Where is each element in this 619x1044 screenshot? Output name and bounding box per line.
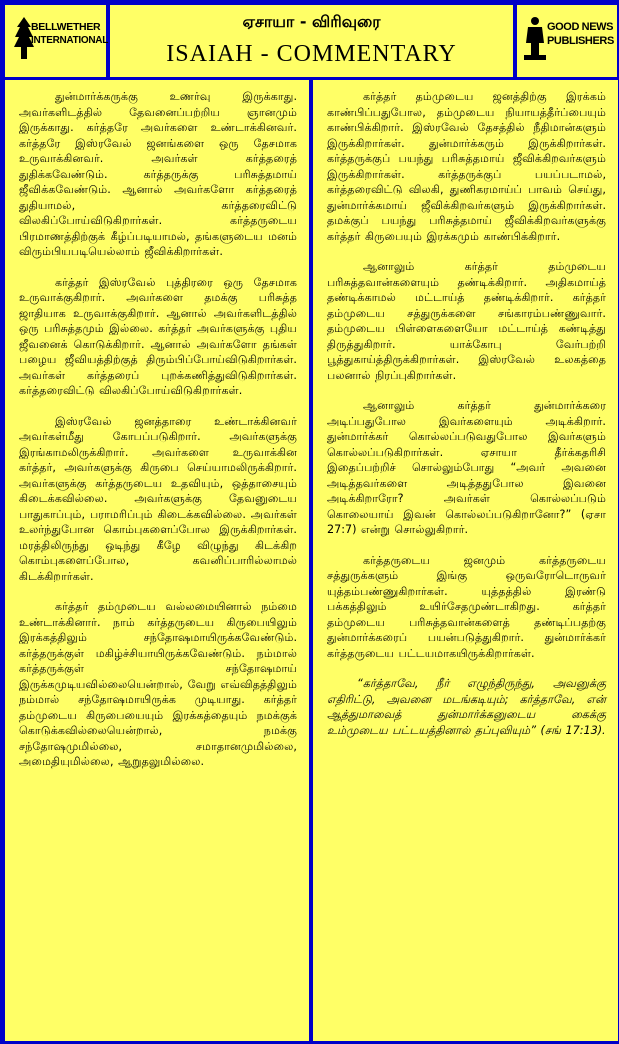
right-logo-line2: PUBLISHERS bbox=[547, 35, 614, 47]
right-logo-line1: GOOD NEWS bbox=[547, 21, 614, 33]
good-news-logo bbox=[517, 5, 617, 77]
good-news-logo-text bbox=[547, 20, 614, 48]
right-column bbox=[313, 80, 618, 1041]
left-logo-line2: INTERNATIONAL bbox=[31, 35, 109, 46]
right-paragraph-2: ஆனாலும் கர்த்தர் தம்முடைய பரிசுத்தவான்களையும் தண்டிக்கிறார். அதிகமாய்த் தண்டிக்காமல் மட்டாய்த் தண்டிக்கிறார். கர்த்தர் தம்முடைய சத்துருக்களை சங்காரம்பண்ணுவார். தம்முடைய பிள்ளைகளையோ மட்டாய்த் கண்டித்து திருத்துகிறார். யாக்கோபு வேர்பற்றி பூத்துகாய்த்திருக்கிறார்கள். இஸ்ரவேல் உலகத்தை பலனால் நிரப்புகிறார்கள். bbox=[327, 260, 606, 382]
left-paragraph-4: கர்த்தர் தம்முடைய வல்லமையினால் நம்மை உண்டாக்கினார். நாம் கர்த்தருடைய கிருபையிலும் இரக்கத்திலும் சந்தோஷமாயிருக்கவேண்டும். கர்த்தருக்குள் மகிழ்ச்சியாயிருக்கவேண்டும். நம்மால் கர்த்தருக்குள் சந்தோஷமாய் இருக்கமுடியவில்லையென்றால், வேறு எவ்விதத்திலும் நம்மால் சந்தோஷமாயிருக்க முடியாது. கர்த்தர் தம்முடைய கிருபையையும் இரக்கத்தையும் நமக்குக் கொடுக்கவில்லையென்றால், நமக்கு சந்தோஷமுமில்லை, சமாதானமுமில்லை, அமைதியுமில்லை, ஆறுதலுமில்லை. bbox=[19, 600, 297, 768]
title-box bbox=[110, 5, 513, 77]
right-paragraph-5-quote: “கர்த்தாவே, நீர் எழுந்திருந்து, அவனுக்கு எதிரிட்டு, அவனை மடங்கடியும்; கர்த்தாவே, என் ஆத்துமாவைத் துன்மார்க்கனுடைய கைக்கு உம்முடைய பட்டயத்தினால் தப்புவியும்” (சங் 17:13). bbox=[327, 677, 606, 737]
left-paragraph-2: கர்த்தர் இஸ்ரவேல் புத்திரரை ஒரு தேசமாக உருவாக்குகிறார். அவர்களை தமக்கு பரிசுத்த ஜாதியாக உருவாக்குகிறார். ஆனால் அவர்களிடத்தில் ஒரு பரிசுத்தமும் இல்லை. கர்த்தர் அவர்களுக்கு புதிய ஜீவனைக் கொடுக்கிறார். ஆனால் அவர்களோ தங்கள் பழைய ஜீவியத்திற்குத் திரும்பிப்போய்விடுகிறார்கள். அவர்கள் கர்த்தரைப் புறக்கணித்துவிடுகிறார்கள். கர்த்தரைவிட்டு விலகிப்போய்விடுகிறார்கள். bbox=[19, 275, 297, 397]
left-logo-line1: BELLWETHER bbox=[31, 21, 101, 33]
right-paragraph-1: கர்த்தர் தம்முடைய ஜனத்திற்கு இரக்கம் காண்பிப்பதுபோல, தம்முடைய நியாயத்தீர்ப்பையும் காண்பிக்கிறார். இஸ்ரவேல் தேசத்தில் நீதிமான்களும் இருக்கிறார்கள். துன்மார்க்கரும் இருக்கிறார்கள். கர்த்தருக்குப் பயந்து பரிசுத்தமாய் ஜீவிக்கிறவர்களும் இருக்கிறார்கள். கர்த்தருக்குப் பயப்படாமல், கர்த்தரைவிட்டு விலகி, துணிகரமாய்ப் பாவம் செய்து, துன்மார்க்கமாய் ஜீவிக்கிறவர்களும் இருக்கிறார்கள். தமக்குப் பயந்து பரிசுத்தமாய் ஜீவிக்கிறவர்களுக்கு கர்த்தர் கிருபையும் இரக்கமும் காண்பிக்கிறார். bbox=[327, 90, 606, 243]
bellwether-logo bbox=[5, 5, 109, 77]
page-header bbox=[5, 5, 617, 77]
right-paragraph-3: ஆனாலும் கர்த்தர் துன்மார்க்கரை அடிப்பதுபோல இவர்களையும் அடிக்கிறார். துன்மார்க்கர் கொல்லப்படுவதுபோல இவர்களும் கொல்லப்படுகிறார்கள். ஏசாயா தீர்க்கதரிசி இதைப்பற்றிச் சொல்லும்போது “அவர் அவனை அடித்தவர்களை அடித்ததுபோல இவனை அடிக்கிறாரோ? அவர்கள் கொல்லப்படும் கொலையாய் இவன் கொல்லப்படுகிறானோ?” (ஏசா 27:7) என்று சொல்லுகிறார். bbox=[327, 399, 606, 536]
title-english: ISAIAH - COMMENTARY bbox=[166, 41, 457, 67]
bellwether-logo-text bbox=[31, 21, 108, 47]
title-tamil: ஏசாயா - விரிவுரை bbox=[242, 12, 381, 31]
left-paragraph-3: இஸ்ரவேல் ஜனத்தாரை உண்டாக்கினவர் அவர்கள்மீது கோபப்படுகிறார். அவர்களுக்கு இரங்காமலிருக்கிறார். அவர்களை உருவாக்கின கர்த்தர், அவர்களுக்கு கிருபை செய்யாமலிருக்கிறார். அவர்களுக்கு கர்த்தருடைய உதவியும், ஒத்தாசையும் கிடைக்கவில்லை. அவர்களுக்கு தேவனுடைய பாதுகாப்பும், பராமரிப்பும் கிடைக்கவில்லை. அவர்கள் உலர்ந்துபோன கொம்புகளைப்போல இருக்கிறார்கள். மரத்திலிருந்து ஒடிந்து கீழே விழுந்து கிடக்கிற கொம்புகளைப்போல, கவனிப்பாரில்லாமல் கிடக்கிறார்கள். bbox=[19, 414, 297, 583]
right-paragraph-4: கர்த்தருடைய ஜனமும் கர்த்தருடைய சத்துருக்களும் இங்கு ஒருவரோடொருவர் யுத்தம்பண்ணுகிறார்கள். யுத்தத்தில் இரண்டு பக்கத்திலும் உயிர்சேதமுண்டாகிறது. கர்த்தர் தம்முடைய பரிசுத்தவான்களைத் தண்டிப்பதற்கு துன்மார்க்கரைப் பயன்படுத்துகிறார். துன்மார்க்கர் கர்த்தருடைய பட்டயமாகயிருக்கிறார்கள். bbox=[327, 553, 606, 660]
left-paragraph-1: துன்மார்க்கருக்கு உணர்வு இருக்காது. அவர்களிடத்தில் தேவனைப்பற்றிய ஞானமும் இருக்காது. கர்த்தரே அவர்களை உண்டாக்கினவர். கர்த்தரே இஸ்ரவேல் ஜனங்களை ஒரு தேசமாக உருவாக்கினவர். அவர்கள் கர்த்தரைத் துதிக்கவேண்டும். கர்த்தருக்கு பரிசுத்தமாய் ஜீவிக்கவேண்டும். ஆனால் அவர்களோ கர்த்தரைத் துதியாமல், கர்த்தரைவிட்டு விலகிப்போய்விடுகிறார்கள். கர்த்தருடைய பிரமாணத்திற்குக் கீழ்ப்படியாமல், தங்களுடைய மனம் விரும்பியபடியெல்லாம் ஜீவிக்கிறார்கள். bbox=[19, 90, 297, 258]
good-news-figure-icon bbox=[524, 15, 546, 63]
left-column bbox=[5, 80, 309, 1041]
